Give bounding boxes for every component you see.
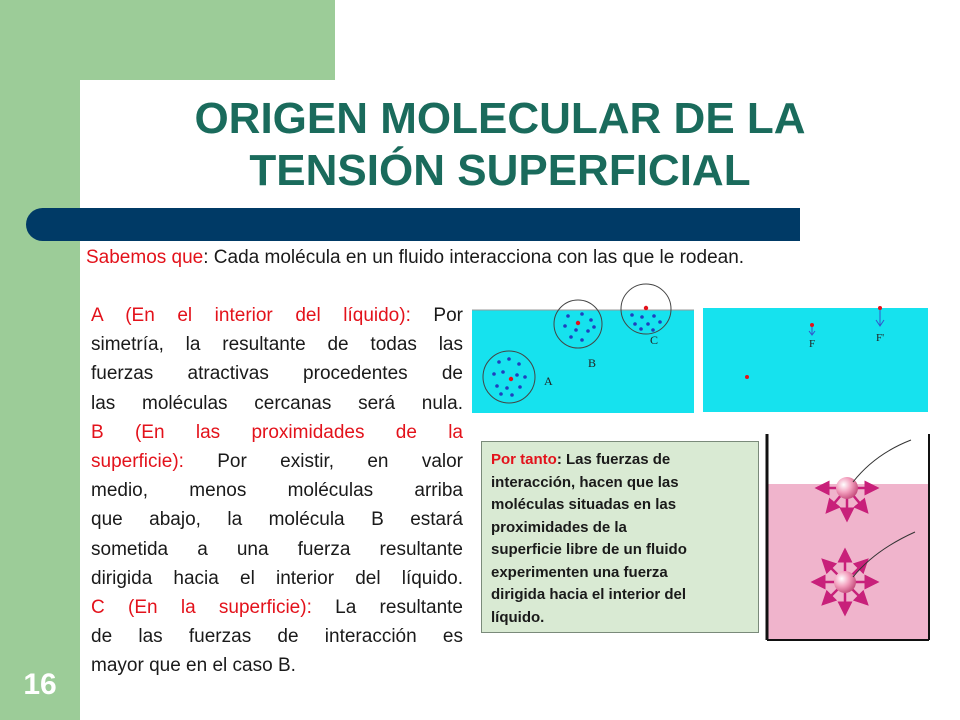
slide-title [120, 93, 880, 197]
interior-molecule-ball [834, 571, 856, 593]
line-a2: simetría, la resultante de todas las [91, 334, 463, 356]
water-region-2 [703, 308, 928, 412]
title-underline-bar [26, 208, 800, 241]
label-fig-b: B [588, 356, 597, 370]
conclusion-box [481, 441, 759, 633]
intro-text: : Cada molécula en un fluido interacciona con las que le rodean. [203, 247, 745, 268]
intro-sentence [86, 247, 744, 269]
slide-number: 16 [23, 668, 57, 701]
label-a: A (En el interior del líquido): [91, 305, 411, 326]
interior-molecule [745, 375, 749, 379]
explanation-text [91, 301, 463, 681]
label-b: superficie): [91, 451, 184, 473]
title-line-1: ORIGEN MOLECULAR DE LA [194, 94, 806, 143]
line-a3: fuerzas atractivas procedentes de [91, 363, 463, 385]
line-b2 [91, 447, 463, 476]
line-a4: las moléculas cercanas será nula. [91, 392, 463, 414]
text-a1: Por [410, 305, 463, 326]
summary-line-2: interacción, hacen que las [491, 473, 679, 491]
water-region [472, 310, 694, 413]
label-force-f: F [809, 338, 816, 350]
top-decor-band [80, 0, 335, 80]
line-b5: sometida a una fuerza resultante [91, 538, 463, 560]
near-surface-molecule [810, 323, 814, 327]
line-b6: dirigida hacia el interior del líquido. [91, 567, 463, 589]
summary-line-5: superficie libre de un fluido [491, 541, 687, 558]
molecule-a [509, 377, 513, 381]
title-line-2: TENSIÓN SUPERFICIAL [249, 146, 751, 195]
summary-line-8: líquido. [491, 608, 545, 626]
summary-line-7: dirigida hacia el interior del [491, 586, 687, 603]
intro-label: Sabemos que [86, 247, 204, 268]
line-c1 [91, 593, 463, 622]
molecule-spheres-figure [472, 280, 694, 413]
label-c: C (En la superficie): [91, 597, 312, 619]
resultant-forces-figure [703, 298, 928, 414]
label-fig-c: C [650, 333, 659, 347]
summary-line-1 [491, 449, 749, 472]
summary-line-3: moléculas situadas en las [491, 496, 677, 513]
label-force-f-prime: F' [876, 332, 885, 344]
molecule-b [576, 321, 580, 325]
surface-molecule [878, 306, 882, 310]
molecule-c [644, 306, 648, 310]
line-b1: B (En las proximidades de la [91, 421, 463, 443]
line-b3: medio, menos moléculas arriba [91, 480, 463, 502]
line-b4: que abajo, la molécula B estará [91, 509, 463, 531]
text-b2: Por existir, en valor [183, 451, 463, 473]
container-molecules-figure [765, 432, 935, 642]
line-c3: mayor que en el caso B. [91, 655, 296, 677]
summary-line-6: experimenten una fuerza [491, 563, 668, 581]
line-a1 [91, 301, 463, 330]
text-c1: La resultante [311, 597, 463, 619]
left-decor-band [0, 0, 80, 720]
summary-label: Por tanto [491, 451, 557, 468]
summary-line-4: proximidades de la [491, 518, 627, 536]
summary-text-1: : Las fuerzas de [556, 451, 671, 468]
line-c2: de las fuerzas de interacción es [91, 626, 463, 648]
label-fig-a: A [544, 374, 553, 388]
